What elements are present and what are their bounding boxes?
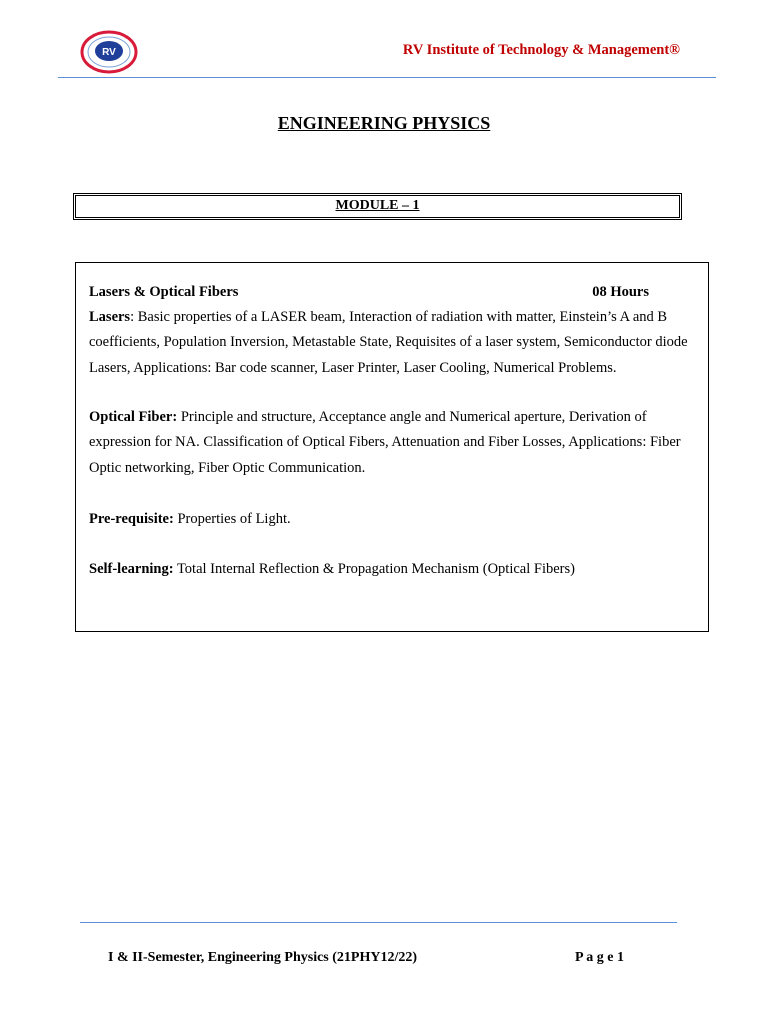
optical-fiber-text: Principle and structure, Acceptance angle and Numerical aperture, Derivation of expression for NA. Classification of Optical Fibers, Attenuation and Fiber Losses, Applications: Fiber Optic networking, Fiber Optic Communication. xyxy=(89,409,681,476)
lasers-text: : Basic properties of a LASER beam, Interaction of radiation with matter, Einstein’s A and B coefficients, Population Inversion, Metastable State, Requisites of a laser system, Semiconductor diode Lasers, Applications: Bar code scanner, Laser Printer, Laser Cooling, Numerical Problems. xyxy=(89,309,688,376)
syllabus-box xyxy=(75,262,709,632)
self-learning-label: Self-learning: xyxy=(89,561,174,577)
lasers-label: Lasers xyxy=(89,309,131,325)
self-learning-paragraph xyxy=(89,557,701,582)
page-number: P a g e 1 xyxy=(575,950,624,965)
module-banner xyxy=(73,193,682,220)
footer-divider xyxy=(80,922,677,923)
section-hours: 08 Hours xyxy=(592,284,649,300)
institute-name: RV Institute of Technology & Management® xyxy=(402,42,680,58)
header-divider xyxy=(58,77,716,78)
footer-course: I & II-Semester, Engineering Physics (21PHY12/22) xyxy=(108,950,418,965)
section-heading-row xyxy=(89,284,649,301)
prerequisite-label: Pre-requisite: xyxy=(89,511,174,527)
section-heading: Lasers & Optical Fibers xyxy=(89,284,239,300)
optical-fiber-paragraph xyxy=(89,405,701,481)
page-title: ENGINEERING PHYSICS xyxy=(277,113,491,133)
svg-text:RV: RV xyxy=(102,47,116,58)
module-label: MODULE – 1 xyxy=(335,198,420,213)
institute-logo xyxy=(80,30,138,74)
lasers-paragraph xyxy=(89,305,701,381)
self-learning-text: Total Internal Reflection & Propagation Mechanism (Optical Fibers) xyxy=(173,561,575,577)
prerequisite-text: Properties of Light. xyxy=(173,511,291,527)
optical-fiber-label: Optical Fiber: xyxy=(89,409,178,425)
prerequisite-paragraph xyxy=(89,507,701,532)
